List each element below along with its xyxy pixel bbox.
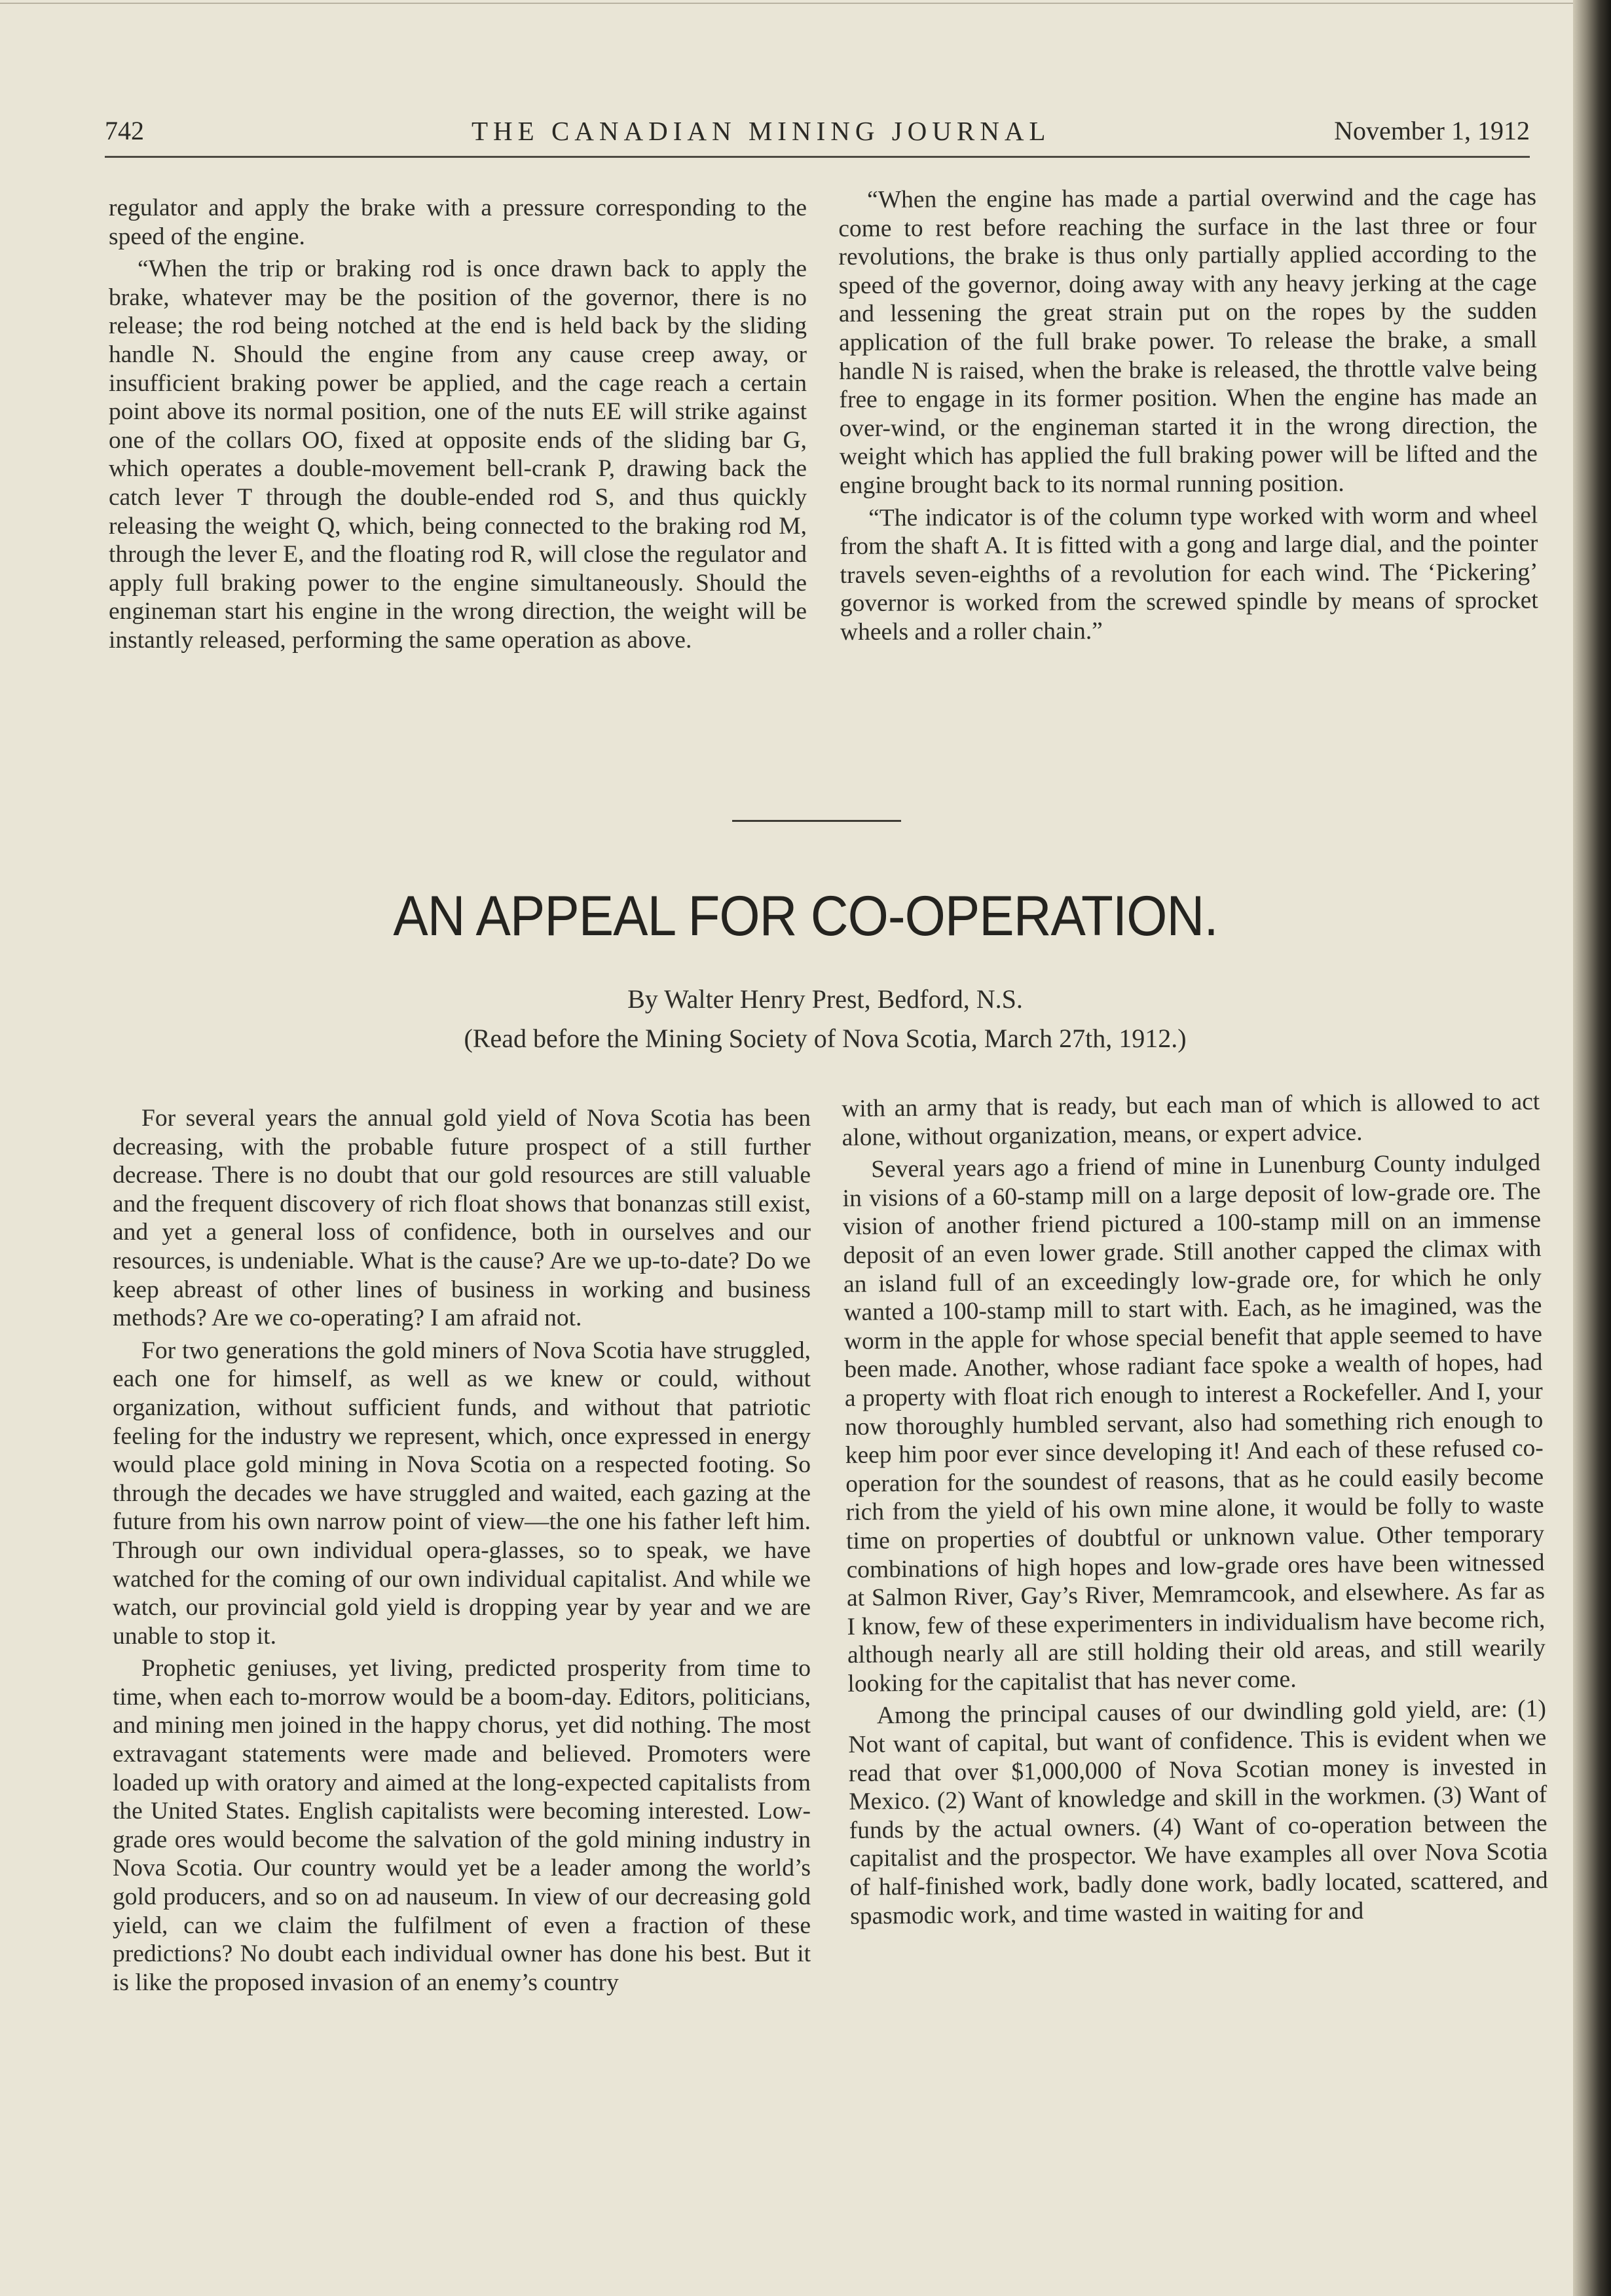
paragraph: Among the principal causes of our dwindling gold yield, are: (1) Not want of capital, but want of confidence. This is evident when we read that over $1,000,000 of Nova Scotian money is invested in Mexico. (2) Want of knowledge and skill in the workmen. (3) Want of funds by the actual owners. (4) Want of co-operation between the capitalist and the prospector. We have examples all over Nova Scotia of half-finished work, badly done work, badly located, scattered, and spasmodic work, and time wasted in waiting for and xyxy=(848,1695,1548,1930)
previous-article-right-column xyxy=(838,183,1538,650)
paragraph: with an army that is ready, but each man of which is allowed to act alone, without organization, means, or expert advice. xyxy=(842,1088,1540,1151)
paragraph: Prophetic geniuses, yet living, predicted prosperity from time to time, when each to-morrow would be a boom-day. Editors, politicians, and mining men joined in the happy chorus, yet did nothing. The most extravagant statements were made and believed. Promoters were loaded up with oratory and aimed at the long-expected capitalists from the United States. English capitalists were becoming interested. Low-grade ores would become the salvation of the gold mining industry in Nova Scotia. Our country would yet be a leader among the world’s gold producers, and so on ad nauseum. In view of our decreasing gold yield, can we claim the fulfilment of even a fraction of these predictions? No doubt each individual owner has done his best. But it is like the proposed invasion of an enemy’s country xyxy=(113,1655,811,1996)
running-header xyxy=(105,115,1530,155)
previous-article-left-column xyxy=(109,194,807,659)
article-separator xyxy=(732,820,901,822)
article-read-note: (Read before the Mining Society of Nova Scotia, March 27th, 1912.) xyxy=(464,1024,1187,1053)
paragraph: “When the engine has made a partial overwind and the cage has come to rest before reaching the surface in the last three or four revolutions, the brake is thus only partially applied according to the speed of the governor, doing away with any heavy jerking at the cage and lessening the great strain put on the ropes by the sudden application of the full brake power. To release the brake, a small handle N is raised, when the brake is released, the throttle valve being free to engage in its former position. When the engine has made an over-wind, or the engineman started it in the wrong direction, the weight which has applied the full braking power will be lifted and the engine brought back to its normal running position. xyxy=(838,183,1538,499)
paragraph: For two generations the gold miners of Nova Scotia have struggled, each one for himself, as well as we knew or could, without organization, without sufficient funds, and without that patriotic feeling for the industry we represent, which, once expressed in energy would place gold mining in Nova Scotia on a respected footing. So through the decades we have struggled and waited, each gazing at the future from his own narrow point of view—the one his father left him. Through our own individual opera-glasses, so to speak, we have watched for the coming of our own individual capitalist. And while we watch, our provincial gold yield is dropping year by year and we are unable to stop it. xyxy=(113,1337,811,1650)
journal-title: THE CANADIAN MINING JOURNAL xyxy=(472,116,1051,146)
paragraph: Several years ago a friend of mine in Lunenburg County indulged in visions of a 60-stamp mill on a large deposit of low-grade ore. The vision of another friend pictured a 100-stamp mill on an immense deposit of an even lower grade. Still another capped the climax with an island full of an exceedingly low-grade ore, for which he only wanted a 100-stamp mill to start with. Each, as he imagined, was the worm in the apple for whose special benefit that apple seemed to have been made. Another, whose radiant face spoke a wealth of hopes, had a property with float rich enough to interest a Rockefeller. And I, your now thoroughly humbled servant, also had something rich enough to keep him poor ever since developing it! And each of these refused co-operation for the soundest of reasons, that as he could easily become rich from the yield of his own mine alone, it would be folly to waste time on properties of doubtful or unknown value. Other temporary combinations of high hopes and low-grade ores have been witnessed at Salmon River, Gay’s River, Memramcook, and elsewhere. As far as I know, few of these experimenters in individualism have become rich, although nearly all are still holding their old areas, and still wearily looking for the capitalist that has never come. xyxy=(842,1149,1546,1697)
article-byline: By Walter Henry Prest, Bedford, N.S. xyxy=(627,984,1023,1014)
article-left-column xyxy=(113,1104,811,2001)
article-title: AN APPEAL FOR CO-OPERATION. xyxy=(393,885,1218,948)
paragraph: “When the trip or braking rod is once drawn back to apply the brake, whatever may be the position of the governor, there is no release; the rod being notched at the end is held back by the sliding handle N. Should the engine from any cause creep away, or insufficient braking power be applied, and the cage reach a certain point above its normal position, one of the nuts EE will strike against one of the collars OO, fixed at opposite ends of the sliding bar G, which operates a double-movement bell-crank P, drawing back the catch lever T through the double-ended rod S, and thus quickly releasing the weight Q, which, being connected to the braking rod M, through the lever E, and the floating rod R, will close the regulator and apply full braking power to the engine simultaneously. Should the engineman start his engine in the wrong direction, the weight will be instantly released, performing the same operation as above. xyxy=(109,255,807,654)
header-rule xyxy=(105,156,1530,158)
top-edge-rule xyxy=(0,3,1578,4)
article-right-column xyxy=(842,1088,1548,1935)
paragraph: For several years the annual gold yield of Nova Scotia has been decreasing, with the probable future prospect of a still further decrease. There is no doubt that our gold resources are still valuable and the frequent discovery of rich float shows that bonanzas still exist, and yet a general loss of confidence, both in ourselves and our resources, is undeniable. What is the cause? Are we up-to-date? Do we keep abreast of other lines of business in working and business methods? Are we co-operating? I am afraid not. xyxy=(113,1105,811,1332)
issue-date: November 1, 1912 xyxy=(1334,116,1530,145)
paragraph: regulator and apply the brake with a pressure corresponding to the speed of the engine. xyxy=(109,194,807,250)
page-number: 742 xyxy=(105,116,144,145)
book-spine-shadow xyxy=(1573,0,1611,2296)
paragraph: “The indicator is of the column type worked with worm and wheel from the shaft A. It is fitted with a gong and large dial, and the pointer travels seven-eighths of a revolution for each wind. The ‘Pickering’ governor is worked from the screwed spindle by means of sprocket wheels and a roller chain.” xyxy=(840,501,1538,646)
